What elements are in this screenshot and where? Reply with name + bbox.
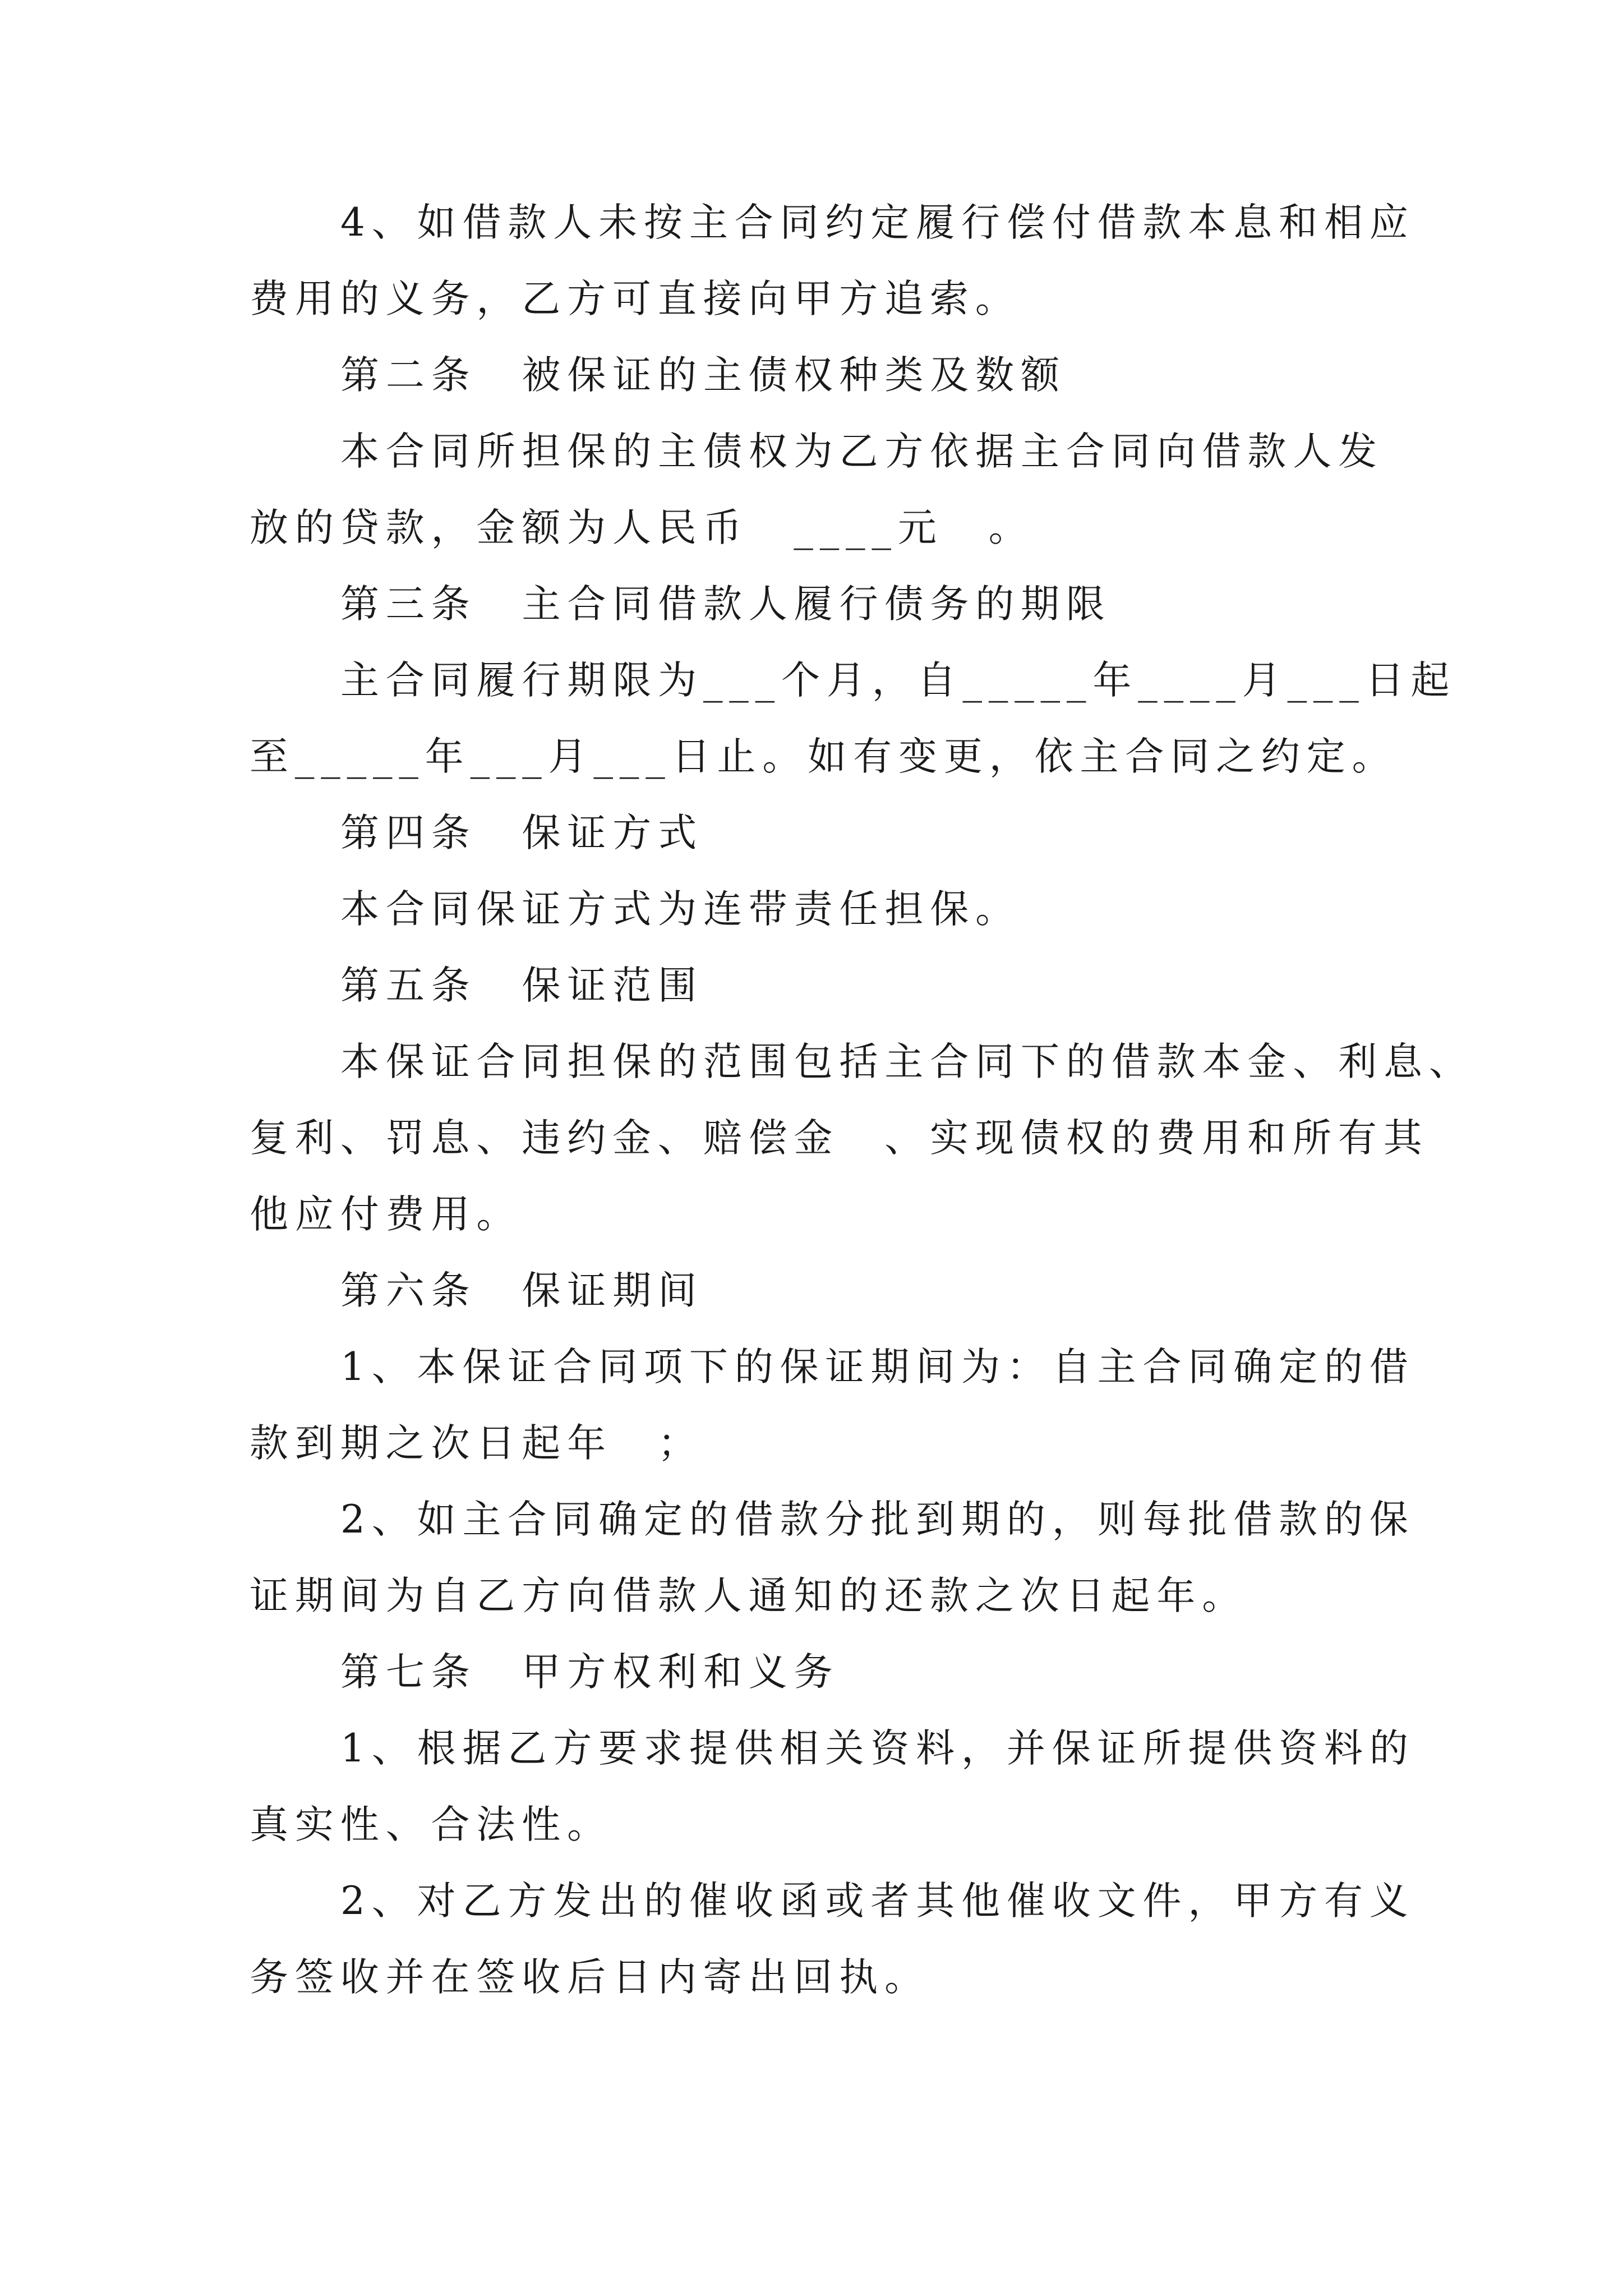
article-heading: 第二条 被保证的主债权种类及数额 [340, 353, 1066, 398]
paragraph-line: 至_____年___月___日止。如有变更，依主合同之约定。 [250, 734, 1398, 779]
paragraph-line: 款到期之次日起年 ； [250, 1421, 703, 1466]
article-heading: 第五条 保证范围 [340, 963, 703, 1008]
paragraph-line: 4、如借款人未按主合同约定履行偿付借款本息和相应 [340, 200, 1415, 245]
paragraph-line: 本保证合同担保的范围包括主合同下的借款本金、利息、 [340, 1039, 1474, 1084]
article-heading: 第四条 保证方式 [340, 811, 703, 855]
paragraph-line: 主合同履行期限为___个月，自_____年____月___日起 [340, 658, 1456, 703]
paragraph-line: 2、对乙方发出的催收函或者其他催收文件，甲方有义 [340, 1879, 1415, 1924]
paragraph-line: 证期间为自乙方向借款人通知的还款之次日起年。 [250, 1573, 1248, 1618]
paragraph-line: 本合同所担保的主债权为乙方依据主合同向借款人发 [340, 429, 1384, 474]
paragraph-line: 务签收并在签收后日内寄出回执。 [250, 1955, 930, 2000]
paragraph-line: 他应付费用。 [250, 1192, 522, 1237]
article-heading: 第三条 主合同借款人履行债务的期限 [340, 582, 1112, 627]
article-heading: 第六条 保证期间 [340, 1268, 703, 1313]
paragraph-line: 真实性、合法性。 [250, 1802, 612, 1847]
paragraph-line: 放的贷款，金额为人民币 ____元 。 [250, 505, 1034, 550]
paragraph-line: 本合同保证方式为连带责任担保。 [340, 887, 1021, 932]
paragraph-line: 1、本保证合同项下的保证期间为：自主合同确定的借 [340, 1345, 1415, 1389]
paragraph-line: 费用的义务，乙方可直接向甲方追索。 [250, 277, 1021, 321]
article-heading: 第七条 甲方权利和义务 [340, 1650, 840, 1695]
paragraph-line: 1、根据乙方要求提供相关资料，并保证所提供资料的 [340, 1726, 1415, 1771]
paragraph-line: 2、如主合同确定的借款分批到期的，则每批借款的保 [340, 1497, 1415, 1542]
paragraph-line: 复利、罚息、违约金、赔偿金 、实现债权的费用和所有其 [250, 1116, 1429, 1161]
